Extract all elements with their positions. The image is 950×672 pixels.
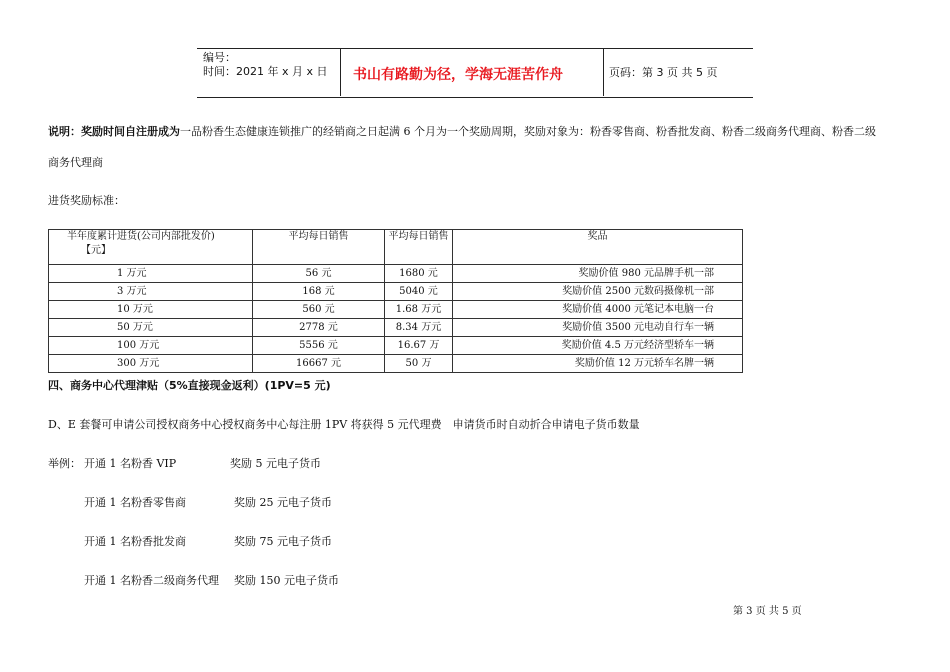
table-cell: 56 元 bbox=[253, 265, 385, 283]
table-cell: 奖励价值 2500 元数码摄像机一部 bbox=[453, 283, 743, 301]
header-divider bbox=[603, 48, 604, 96]
intro-bold-prefix: 说明：奖励时间自注册成为 bbox=[48, 125, 180, 138]
standard-label: 进货奖励标准： bbox=[48, 194, 125, 207]
example-item: 开通 1 名粉香零售商 bbox=[84, 496, 186, 509]
example-item: 开通 1 名粉香 VIP bbox=[84, 457, 177, 470]
header-cell: 平均每日销售 bbox=[253, 230, 385, 265]
header-cell: 奖品 bbox=[453, 230, 743, 265]
table-cell: 奖励价值 3500 元电动自行车一辆 bbox=[453, 319, 743, 337]
table-row bbox=[49, 283, 743, 301]
table-cell: 168 元 bbox=[253, 283, 385, 301]
table-cell: 560 元 bbox=[253, 301, 385, 319]
table-cell: 1.68 万元 bbox=[385, 301, 453, 319]
example-reward: 奖励 5 元电子货币 bbox=[230, 457, 321, 470]
table-cell: 3 万元 bbox=[49, 283, 253, 301]
reward-table bbox=[48, 229, 743, 373]
example-item: 开通 1 名粉香二级商务代理 bbox=[84, 574, 219, 587]
table-cell: 1 万元 bbox=[49, 265, 253, 283]
intro-line-2: 商务代理商 bbox=[48, 156, 103, 169]
table-cell: 奖励价值 4.5 万元经济型轿车一辆 bbox=[453, 337, 743, 355]
table-row bbox=[49, 265, 743, 283]
doc-time-label: 时间：2021 年 x 月 x 日 bbox=[203, 65, 328, 78]
table-row bbox=[49, 301, 743, 319]
page-footer: 第 3 页 共 5 页 bbox=[733, 606, 802, 617]
header-divider bbox=[340, 48, 341, 96]
table-header-row bbox=[49, 230, 743, 265]
header-cell bbox=[49, 230, 253, 265]
example-reward: 奖励 25 元电子货币 bbox=[234, 496, 332, 509]
table-row bbox=[49, 319, 743, 337]
header-unit: 【元】 bbox=[81, 245, 111, 256]
table-row bbox=[49, 355, 743, 373]
table-cell: 50 万元 bbox=[49, 319, 253, 337]
example-item: 开通 1 名粉香批发商 bbox=[84, 535, 186, 548]
table-row bbox=[49, 337, 743, 355]
section4-description: D、E 套餐可申请公司授权商务中心授权商务中心每注册 1PV 将获得 5 元代理费 申请货币时自动折合申请电子货币数量 bbox=[48, 418, 640, 431]
header-motto: 书山有路勤为径，学海无涯苦作舟 bbox=[353, 67, 563, 83]
intro-line-1: 一品粉香生态健康连锁推广的经销商之日起满 6 个月为一个奖励周期，奖励对象为：粉香零售商、粉香批发商、粉香二级商务代理商、粉香二级 bbox=[180, 125, 876, 138]
header-cell: 平均每日销售 bbox=[385, 230, 453, 265]
table-cell: 10 万元 bbox=[49, 301, 253, 319]
table-cell: 奖励价值 980 元品牌手机一部 bbox=[453, 265, 743, 283]
example-reward: 奖励 75 元电子货币 bbox=[234, 535, 332, 548]
table-cell: 8.34 万元 bbox=[385, 319, 453, 337]
table-cell: 16667 元 bbox=[253, 355, 385, 373]
examples-prefix: 举例： bbox=[48, 457, 81, 470]
table-cell: 100 万元 bbox=[49, 337, 253, 355]
table-cell: 奖励价值 4000 元笔记本电脑一台 bbox=[453, 301, 743, 319]
table-cell: 300 万元 bbox=[49, 355, 253, 373]
intro-paragraph bbox=[48, 125, 876, 139]
header-cell-text: 半年度累计进货(公司内部批发价) bbox=[67, 231, 215, 242]
table-cell: 2778 元 bbox=[253, 319, 385, 337]
table-cell: 16.67 万 bbox=[385, 337, 453, 355]
section4-title: 四、商务中心代理津贴（5%直接现金返利）(1PV=5 元) bbox=[48, 379, 331, 392]
table-cell: 奖励价值 12 万元轿车名牌一辆 bbox=[453, 355, 743, 373]
table-cell: 1680 元 bbox=[385, 265, 453, 283]
table-cell: 5556 元 bbox=[253, 337, 385, 355]
table-cell: 5040 元 bbox=[385, 283, 453, 301]
header-page-label: 页码：第 3 页 共 5 页 bbox=[609, 66, 718, 79]
table-cell: 50 万 bbox=[385, 355, 453, 373]
doc-number-label: 编号： bbox=[203, 51, 236, 64]
example-reward: 奖励 150 元电子货币 bbox=[234, 574, 339, 587]
